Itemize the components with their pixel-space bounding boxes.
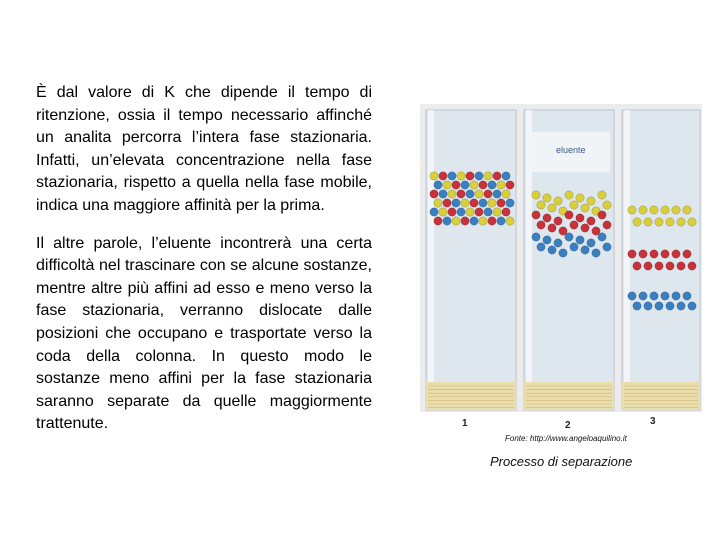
- column-3-dot: [639, 250, 647, 258]
- mixed-dot: [506, 199, 514, 207]
- column-2-dot: [532, 233, 540, 241]
- column-3-dot: [628, 292, 636, 300]
- paragraph-2: Il altre parole, l’eluente incontrerà una certa difficoltà nel trascinare con se alcune sostanze, mentre altre più affini ad esso e meno verso la fase stazionaria, verranno dislocate dalle posizioni che occupano e trasportate verso la coda della colonna. In questo modo le sostanze meno affini per la fase stazionaria saranno separate da quelle maggiormente trattenute.: [36, 234, 372, 433]
- column-3-dot: [644, 218, 652, 226]
- mixed-dot: [493, 172, 501, 180]
- column-2-dot: [559, 249, 567, 257]
- column-3-dot: [644, 262, 652, 270]
- mixed-dot: [484, 172, 492, 180]
- column-2-dot: [581, 224, 589, 232]
- column-2-dot: [565, 211, 573, 219]
- column-3-dot: [683, 292, 691, 300]
- mixed-dot: [475, 190, 483, 198]
- column-3-dot: [666, 218, 674, 226]
- column-2-dot: [598, 211, 606, 219]
- column-3-dot: [639, 292, 647, 300]
- mixed-dot: [506, 217, 514, 225]
- column-2-dot: [537, 201, 545, 209]
- column-2-dot: [581, 246, 589, 254]
- mixed-dot: [448, 172, 456, 180]
- column-3-dot: [633, 218, 641, 226]
- mixed-dot: [461, 199, 469, 207]
- column-number-1: 1: [462, 418, 468, 429]
- column-3-dot: [650, 250, 658, 258]
- mixed-dot: [443, 217, 451, 225]
- column-2-dot: [554, 239, 562, 247]
- column-3-dot: [666, 262, 674, 270]
- column-3-dot: [661, 250, 669, 258]
- column-2-dot: [603, 243, 611, 251]
- column-2-dot: [532, 211, 540, 219]
- column-2-dot: [543, 236, 551, 244]
- column-2-dot: [537, 243, 545, 251]
- mixed-dot: [493, 190, 501, 198]
- mixed-dot: [470, 217, 478, 225]
- mixed-dot: [434, 181, 442, 189]
- column-3-dot: [672, 250, 680, 258]
- mixed-dot: [484, 190, 492, 198]
- column-3-dot: [655, 218, 663, 226]
- mixed-dot: [430, 172, 438, 180]
- mixed-dot: [479, 199, 487, 207]
- mixed-dot: [443, 199, 451, 207]
- mixed-dot: [448, 208, 456, 216]
- column-2-dot: [554, 197, 562, 205]
- column-3-dot: [672, 206, 680, 214]
- mixed-dot: [434, 217, 442, 225]
- column-3-dot: [628, 250, 636, 258]
- mixed-dot: [502, 208, 510, 216]
- column-3-dot: [655, 262, 663, 270]
- column-3-dot: [683, 250, 691, 258]
- mixed-dot: [457, 190, 465, 198]
- mixed-dot: [488, 217, 496, 225]
- mixed-dot: [488, 199, 496, 207]
- mixed-dot: [493, 208, 501, 216]
- column-number-2: 2: [565, 420, 571, 431]
- column-2-dot: [570, 221, 578, 229]
- column-2: [524, 110, 614, 410]
- column-3-dot: [666, 302, 674, 310]
- mixed-dot: [484, 208, 492, 216]
- mixed-dot: [466, 190, 474, 198]
- column-2-dot: [532, 191, 540, 199]
- mixed-dot: [479, 181, 487, 189]
- column-2-dot: [570, 201, 578, 209]
- column-3-dot: [677, 302, 685, 310]
- mixed-dot: [497, 199, 505, 207]
- mixed-dot: [479, 217, 487, 225]
- column-3: [622, 110, 700, 410]
- mixed-dot: [452, 199, 460, 207]
- mixed-dot: [470, 199, 478, 207]
- mixed-dot: [497, 217, 505, 225]
- column-3-dot: [661, 292, 669, 300]
- column-2-dot: [576, 236, 584, 244]
- column-2-dot: [565, 233, 573, 241]
- column-2-dot: [603, 221, 611, 229]
- column-3-dot: [677, 218, 685, 226]
- mixed-dot: [461, 181, 469, 189]
- mixed-dot: [430, 190, 438, 198]
- column-3-dot: [688, 302, 696, 310]
- column-2-dot: [576, 194, 584, 202]
- mixed-dot: [439, 172, 447, 180]
- mixed-dot: [466, 172, 474, 180]
- column-3-dot: [650, 206, 658, 214]
- eluente-label: eluente: [556, 145, 586, 155]
- column-3-dot: [677, 262, 685, 270]
- column-2-dot: [587, 197, 595, 205]
- paragraph-1: È dal valore di K che dipende il tempo di ritenzione, ossia il tempo necessario affinché un analita percorra l’intera fase stazionaria. Infatti, un’elevata concentrazione nella fase stazionaria, rispetto a quella nella fase mobile, indica una maggiore affinità per la prima.: [36, 84, 372, 214]
- column-2-dot: [592, 249, 600, 257]
- mixed-dot: [461, 217, 469, 225]
- column-2-dot: [543, 214, 551, 222]
- column-2-dot: [543, 194, 551, 202]
- column-2-dot: [570, 243, 578, 251]
- text-block: [36, 82, 372, 451]
- mixed-dot: [475, 172, 483, 180]
- mixed-dot: [466, 208, 474, 216]
- column-2-dot: [548, 204, 556, 212]
- figure-caption: Processo di separazione: [490, 454, 633, 469]
- column-3-dot: [672, 292, 680, 300]
- mixed-dot: [457, 208, 465, 216]
- column-2-dot: [581, 204, 589, 212]
- mixed-dot: [434, 199, 442, 207]
- column-1: [426, 110, 516, 410]
- source-credit: Fonte: http://www.angeloaquilino.it: [505, 434, 627, 443]
- column-3-dot: [650, 292, 658, 300]
- column-number-3: 3: [650, 416, 656, 427]
- mixed-dot: [497, 181, 505, 189]
- mixed-dot: [448, 190, 456, 198]
- column-3-dot: [688, 262, 696, 270]
- mixed-dot: [430, 208, 438, 216]
- column-2-dot: [548, 224, 556, 232]
- column-2-dot: [587, 239, 595, 247]
- mixed-dot: [506, 181, 514, 189]
- column-3-dot: [683, 206, 691, 214]
- mixed-dot: [475, 208, 483, 216]
- column-2-dot: [576, 214, 584, 222]
- mixed-dot: [502, 172, 510, 180]
- mixed-dot: [452, 181, 460, 189]
- mixed-dot: [452, 217, 460, 225]
- mixed-dot: [443, 181, 451, 189]
- column-2-dot: [603, 201, 611, 209]
- column-2-dot: [587, 217, 595, 225]
- mixed-dot: [488, 181, 496, 189]
- column-2-dot: [565, 191, 573, 199]
- mixed-dot: [439, 208, 447, 216]
- column-3-dot: [655, 302, 663, 310]
- column-2-dot: [554, 217, 562, 225]
- column-3-dot: [688, 218, 696, 226]
- mixed-dot: [439, 190, 447, 198]
- mixed-dot: [470, 181, 478, 189]
- column-3-dot: [644, 302, 652, 310]
- column-3-dot: [639, 206, 647, 214]
- mixed-dot: [502, 190, 510, 198]
- column-2-dot: [598, 233, 606, 241]
- mixed-dot: [457, 172, 465, 180]
- column-2-dot: [548, 246, 556, 254]
- column-3-dot: [633, 302, 641, 310]
- column-3-dot: [633, 262, 641, 270]
- column-3-dot: [628, 206, 636, 214]
- column-2-dot: [537, 221, 545, 229]
- column-3-dot: [661, 206, 669, 214]
- column-2-dot: [598, 191, 606, 199]
